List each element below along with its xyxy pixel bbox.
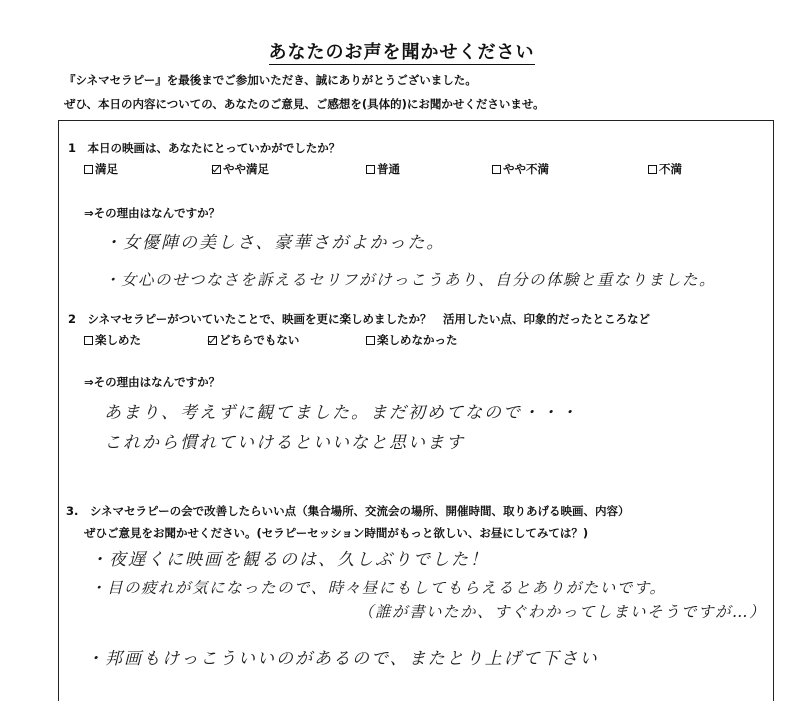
checkbox-icon <box>366 165 375 174</box>
form-title: あなたのお声を聞かせください <box>268 42 535 63</box>
q3-answer-line-2: ・目の疲れが気になったので、時々昼にもしてもらえるとありがたいです。 <box>90 579 667 597</box>
q1-answer-line-2: ・女心のせつなさを訴えるセリフがけっこうあり、自分の体験と重なりました。 <box>104 271 717 289</box>
q1-reason-prompt: ⇒その理由はなんですか？ <box>84 206 221 220</box>
q2-answer-line-1: あまり、考えずに観てました。まだ初めてなので・・・ <box>104 403 579 423</box>
intro-line-2: ぜひ、本日の内容についての、あなたのご意見、ご感想を(具体的)にお聞かせくださいませ。 <box>64 97 545 111</box>
q1-option-neutral[interactable]: 普通 <box>366 161 400 177</box>
checkbox-icon <box>648 165 657 174</box>
q1-option-somewhat-satisfied[interactable]: やや満足 <box>212 161 269 177</box>
q1-option-somewhat-dissatisfied[interactable]: やや不満 <box>492 161 549 177</box>
q1-option-dissatisfied[interactable]: 不満 <box>648 161 682 177</box>
q2-option-neither[interactable]: どちらでもない <box>208 332 299 348</box>
q3-subline: ぜひご意見をお聞かせください。(セラピーセッション時間がもっと欲しい、お昼にしてみては？) <box>84 526 589 540</box>
checkbox-icon <box>492 165 501 174</box>
checkbox-icon <box>366 336 375 345</box>
checkbox-checked-icon <box>208 336 217 345</box>
intro-line-1: 『シネマセラピー』を最後までご参加いただき、誠にありがとうございました。 <box>64 73 477 87</box>
q2-option-enjoyed[interactable]: 楽しめた <box>84 332 141 348</box>
q3-question: 3. シネマセラピーの会で改善したらいい点（集合場所、交流会の場所、開催時間、取りあげる映画、内容） <box>66 504 630 518</box>
q1-question: 1 本日の映画は、あなたにとっていかがでしたか？ <box>68 141 341 155</box>
q2-reason-prompt: ⇒その理由はなんですか？ <box>84 375 221 389</box>
q3-answer-line-3: （誰が書いたか、すぐわかってしまいそうですが…） <box>358 603 767 621</box>
checkbox-checked-icon <box>212 165 221 174</box>
checkbox-icon <box>84 336 93 345</box>
checkbox-icon <box>84 165 93 174</box>
q1-answer-line-1: ・女優陣の美しさ、豪華さがよかった。 <box>104 233 446 253</box>
q1-option-satisfied[interactable]: 満足 <box>84 161 118 177</box>
q2-option-not-enjoyed[interactable]: 楽しめなかった <box>366 332 458 348</box>
q3-answer-line-4: ・邦画もけっこういいのがあるので、またとり上げて下さい <box>86 649 599 669</box>
q2-answer-line-2: これから慣れていけるといいなと思います <box>104 433 465 453</box>
q3-answer-line-1: ・夜遅くに映画を観るのは、久しぶりでした！ <box>90 550 489 570</box>
q2-question: 2 シネマセラピーがついていたことで、映画を更に楽しめましたか？ 活用したい点、印象的だったところなど <box>68 312 650 326</box>
